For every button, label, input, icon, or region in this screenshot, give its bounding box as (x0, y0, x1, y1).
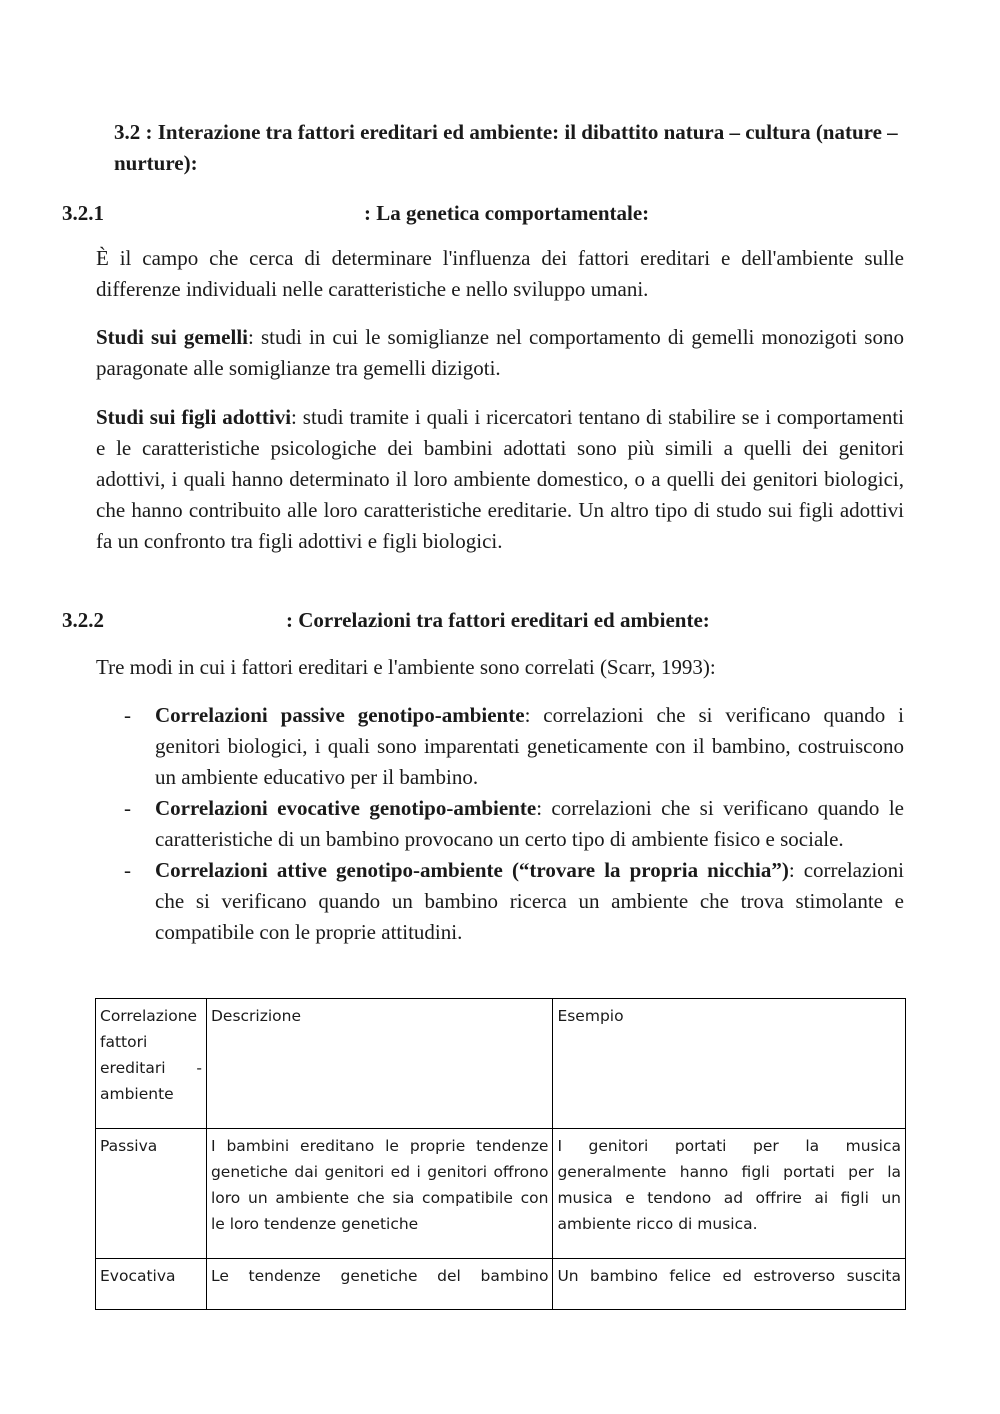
paragraph-correlation-modes: Tre modi in cui i fattori ereditari e l'ambiente sono correlati (Scarr, 1993): (96, 655, 716, 679)
table-header-cell: Esempio (553, 999, 906, 1129)
term-twin-studies: Studi sui gemelli (96, 325, 248, 349)
list-item-text: : correlazioni che si verificano quando le caratteristiche di un bambino provocano un certo tipo di ambiente fisico e sociale. (155, 796, 904, 851)
table-header-cell: Correlazione fattori ereditari - ambiente (96, 999, 207, 1129)
subsection-title: : Correlazioni tra fattori ereditari ed ambiente: (286, 608, 710, 632)
subsection-number: 3.2.2 (62, 608, 104, 632)
list-item (96, 793, 904, 855)
list-item-text: : correlazioni che si verificano quando un bambino ricerca un ambiente che trova stimolante e compatibile con le proprie attitudini. (155, 858, 904, 944)
table-cell: Le tendenze genetiche del bambino (206, 1259, 552, 1310)
bullet-dash: - (124, 703, 131, 727)
table-header-row (96, 999, 906, 1129)
subsection-number: 3.2.1 (62, 201, 104, 225)
table-row (96, 1259, 906, 1310)
list-item-text: : correlazioni che si verificano quando i genitori biologici, i quali sono imparentati geneticamente con il bambino, costruiscono un ambiente educativo per il bambino. (155, 703, 904, 789)
section-heading: 3.2 : Interazione tra fattori ereditari ed ambiente: il dibattito natura – cultura (nature – nurture): (114, 120, 898, 175)
list-item-term: Correlazioni attive genotipo-ambiente (“trovare la propria nicchia”) (155, 858, 789, 882)
table-cell: Evocativa (96, 1259, 207, 1310)
subsection-title: : La genetica comportamentale: (364, 201, 650, 225)
term-adoption-studies: Studi sui figli adottivi (96, 405, 292, 429)
table-cell: I bambini ereditano le proprie tendenze genetiche dai genitori ed i genitori offrono loro un ambiente che sia compatibile con le loro tendenze genetiche (206, 1129, 552, 1259)
list-item-term: Correlazioni passive genotipo-ambiente (155, 703, 525, 727)
table-cell: I genitori portati per la musica generalmente hanno figli portati per la musica e tendono ad offrire ai figli un ambiente ricco di musica. (553, 1129, 906, 1259)
table-header-cell: Descrizione (206, 999, 552, 1129)
definition-twin-studies: : studi in cui le somiglianze nel comportamento di gemelli monozigoti sono paragonate alle somiglianze tra gemelli dizigoti. (96, 325, 904, 380)
list-item-term: Correlazioni evocative genotipo-ambiente (155, 796, 537, 820)
paragraph-twin-studies (96, 322, 904, 384)
header-mark (490, 0, 510, 3)
list-item (96, 855, 904, 948)
bullet-dash: - (124, 858, 131, 882)
paragraph-genetics-definition: È il campo che cerca di determinare l'influenza dei fattori ereditari e dell'ambiente sulle differenze individuali nelle caratteristiche e nello sviluppo umani. (96, 246, 904, 301)
table-row (96, 1129, 906, 1259)
list-item (96, 700, 904, 793)
correlation-list (96, 700, 904, 948)
table-cell: Un bambino felice ed estroverso suscita (553, 1259, 906, 1310)
table-cell: Passiva (96, 1129, 207, 1259)
bullet-dash: - (124, 796, 131, 820)
definition-adoption-studies: : studi tramite i quali i ricercatori tentano di stabilire se i comportamenti e le caratteristiche psicologiche dei bambini adottati sono più simili a quelli dei genitori adottivi, i quali hanno determinato il loro ambiente domestico, o a quelli dei genitori biologici, che hanno contribuito alle loro caratteristiche ereditarie. Un altro tipo di studo sui figli adottivi fa un confronto tra figli adottivi e figli biologici. (96, 405, 904, 553)
correlation-table (95, 998, 906, 1310)
paragraph-adoption-studies (96, 402, 904, 557)
